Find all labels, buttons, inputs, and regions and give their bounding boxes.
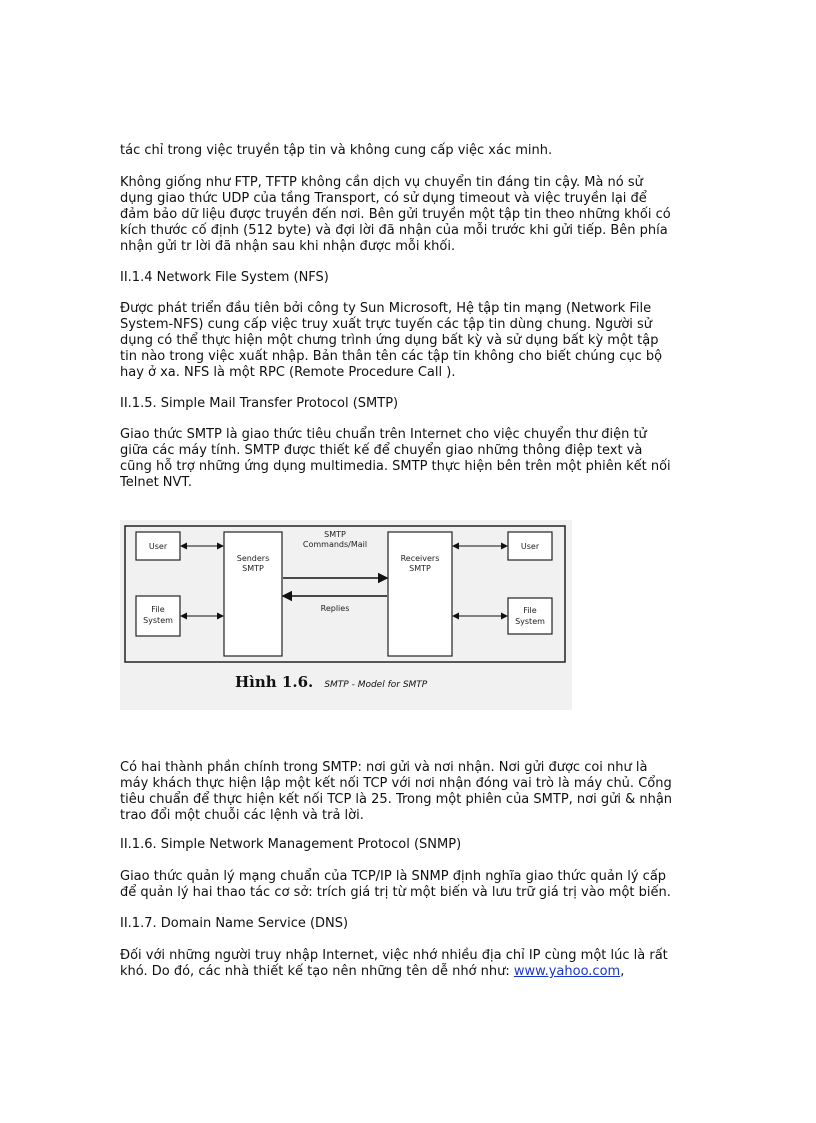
- user-label-left: User: [148, 542, 168, 551]
- smtp-model-figure: [120, 520, 572, 710]
- receivers-label: Receivers: [400, 554, 440, 563]
- smtp-commands-label-2: Commands/Mail: [302, 540, 368, 549]
- paragraph-last-line: khó. Do đó, các nhà thiết kế tạo nên những tên dễ nhớ như: www.yahoo.com,: [120, 964, 625, 979]
- file-label-left: File: [151, 605, 165, 614]
- paragraph: Không giống như FTP, TFTP không cần dịch vụ chuyển tin đáng tin cậy. Mà nó sử dụng giao thức UDP của tầng Transport, có sử dụng timeout và việc truyền lại để đảm bảo dữ liệu được truyền đến nơi. Bên gửi truyền một tập tin theo những khối có kích thước cố định (512 byte) và đợi lời đã nhận của mỗi trước khi gửi tiếp. Bên phía nhận gửi tr lời đã nhận sau khi nhận được mỗi khối.: [120, 175, 671, 254]
- user-label-right: User: [520, 542, 540, 551]
- paragraph: Đối với những người truy nhập Internet, việc nhớ nhiều địa chỉ IP cùng một lúc là rất khó. Do đó, các nhà thiết kế tạo nên những tên dễ nhớ như: www.yahoo.com,: [120, 948, 700, 980]
- system-label-right: System: [515, 617, 545, 626]
- file-system-box-right: [508, 598, 552, 634]
- paragraph: Giao thức SMTP là giao thức tiêu chuẩn trên Internet cho việc chuyển thư điện tử giữa các máy tính. SMTP được thiết kế để chuyển giao những thông điệp text và cũng hỗ trợ những ứng dụng multimedia. SMTP thực hiện bên trên một phiên kết nối Telnet NVT.: [120, 427, 671, 490]
- paragraph: tác chỉ trong việc truyền tập tin và không cung cấp việc xác minh.: [120, 143, 553, 158]
- section-heading-snmp: II.1.6. Simple Network Management Protocol (SNMP): [120, 837, 462, 852]
- senders-smtp-label: SMTP: [242, 564, 264, 573]
- caption-label: Hình 1.6.: [235, 673, 314, 691]
- paragraph: Được phát triển đầu tiên bởi công ty Sun Microsoft, Hệ tập tin mạng (Network File System-NFS) cung cấp việc truy xuất trực tuyến các tập tin dùng chung. Người sử dụng có thể thực hiện một chưng trình ứng dụng bất kỳ và sử dụng bất kỳ một tập tin nào trong việc xuất nhập. Bản thân tên các tập tin không cho biết chúng cục bộ hay ở xa. NFS là một RPC (Remote Procedure Call ).: [120, 301, 663, 380]
- senders-label: Senders: [236, 554, 270, 563]
- system-label-left: System: [143, 616, 173, 625]
- senders-smtp-box: [224, 532, 282, 656]
- section-heading-nfs: II.1.4 Network File System (NFS): [120, 270, 329, 285]
- caption-text: SMTP - Model for SMTP: [324, 680, 428, 690]
- replies-label: Replies: [320, 604, 350, 613]
- paragraph: Giao thức quản lý mạng chuẩn của TCP/IP là SNMP định nghĩa giao thức quản lý cấp để quản lý hai thao tác cơ sở: trích giá trị từ một biến và lưu trữ giá trị vào một biến.: [120, 869, 671, 900]
- figure-caption: [235, 672, 428, 691]
- receivers-smtp-label: SMTP: [409, 564, 431, 573]
- section-heading-smtp: II.1.5. Simple Mail Transfer Protocol (SMTP): [120, 396, 399, 411]
- smtp-diagram: [120, 520, 572, 710]
- section-heading-dns: II.1.7. Domain Name Service (DNS): [120, 916, 349, 931]
- smtp-commands-label-1: SMTP: [324, 530, 346, 539]
- yahoo-link[interactable]: www.yahoo.com: [513, 964, 621, 979]
- receivers-smtp-box: [388, 532, 452, 656]
- file-label-right: File: [523, 606, 537, 615]
- paragraph: Có hai thành phần chính trong SMTP: nơi gửi và nơi nhận. Nơi gửi được coi như là máy khách thực hiện lập một kết nối TCP với nơi nhận đóng vai trò là máy chủ. Cổng tiêu chuẩn để thực hiện kết nối TCP là 25. Trong một phiên của SMTP, nơi gửi & nhận trao đổi một chuỗi các lệnh và trả lời.: [120, 760, 673, 823]
